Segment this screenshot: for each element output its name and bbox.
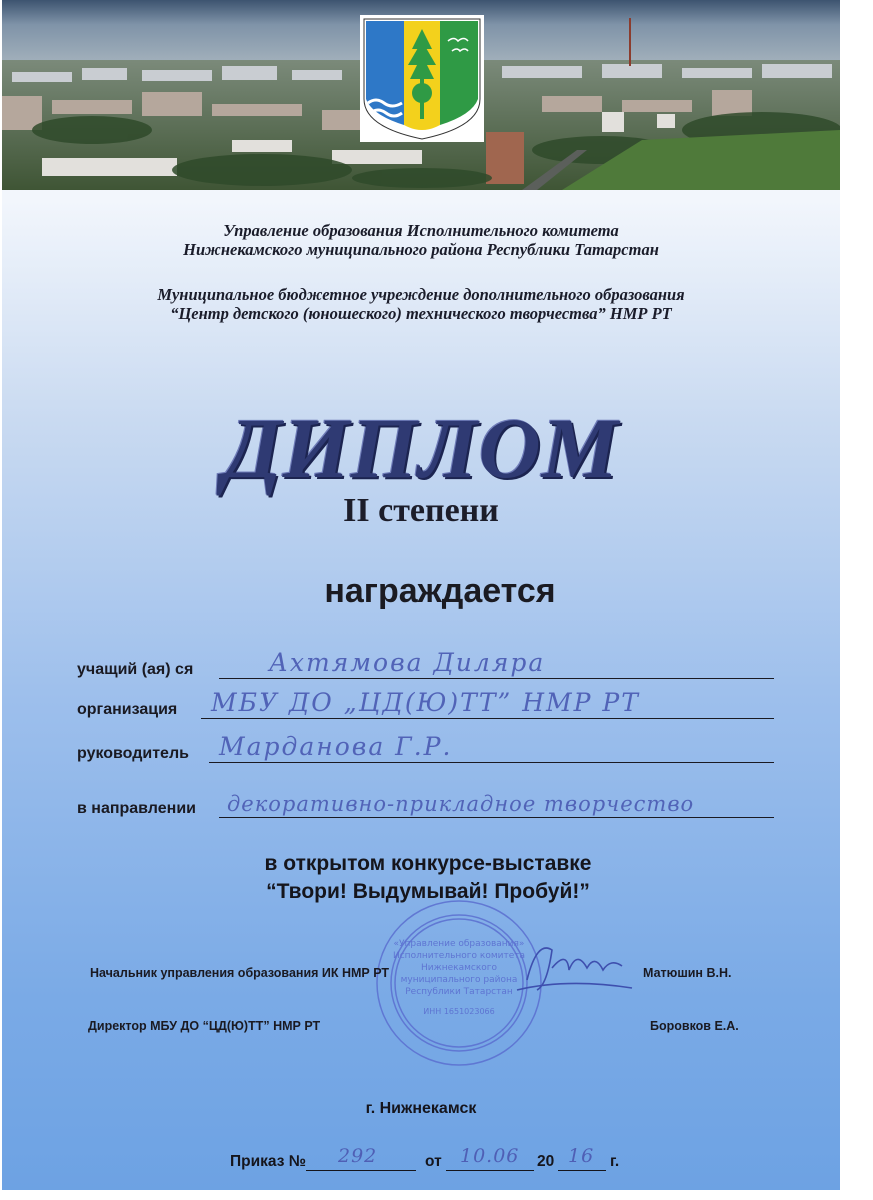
field-supervisor-underline (209, 762, 774, 763)
order-year-suffix: 16 (568, 1145, 595, 1167)
signatory-2-name: Боровков Е.А. (650, 1019, 739, 1033)
stamp-inn: ИНН 1651023066 (423, 1007, 495, 1016)
order-date-label: от (425, 1153, 442, 1170)
stamp-line-1: «Управление образования» (393, 939, 525, 949)
field-direction-label: в направлении (77, 800, 196, 817)
institution-line-2: “Центр детского (юношеского) технического творчества” НМР РТ (170, 304, 672, 323)
order-year-underline (558, 1170, 606, 1171)
stamp-line-5: Республики Татарстан (405, 987, 513, 997)
order-year-unit: г. (610, 1153, 620, 1170)
signatory-1-name: Матюшин В.Н. (643, 966, 732, 980)
order-date: 10.06 (460, 1145, 520, 1167)
contest-line-1: в открытом конкурсе-выставке (264, 852, 592, 875)
order-label: Приказ № (230, 1153, 306, 1170)
field-organization-value: МБУ ДО „ЦД(Ю)ТТ” НМР РТ (211, 688, 640, 717)
order-number: 292 (338, 1145, 378, 1167)
coat-of-arms-emblem (360, 15, 484, 142)
signatory-2-position: Директор МБУ ДО “ЦД(Ю)ТТ” НМР РТ (88, 1019, 321, 1033)
field-supervisor-label: руководитель (77, 745, 189, 762)
order-number-underline (306, 1170, 416, 1171)
city-name: г. Нижнекамск (365, 1100, 477, 1117)
diploma-title: ДИПЛОМ (222, 400, 620, 496)
field-organization (77, 688, 774, 723)
scan-margin (840, 0, 873, 1200)
stamp-line-3: Нижнекамского (420, 963, 498, 973)
diploma-sheet (2, 0, 840, 1190)
field-student (77, 648, 774, 683)
field-direction-value: декоративно-прикладное творчество (227, 792, 695, 816)
stamp-line-4: муниципального района (400, 975, 518, 985)
org-name-line-1: Управление образования Исполнительного комитета (223, 221, 619, 240)
contest-name: “Твори! Выдумывай! Пробуй!” (266, 880, 590, 903)
field-supervisor-value: Марданова Г.Р. (219, 732, 453, 761)
org-name-line-2: Нижнекамского муниципального района Республики Татарстан (183, 240, 659, 259)
awarded-heading: награждается (324, 572, 556, 610)
field-organization-label: организация (77, 701, 178, 718)
field-student-label: учащий (ая) ся (77, 661, 194, 678)
field-direction (77, 792, 774, 822)
field-direction-underline (219, 817, 774, 818)
stamp-line-2: Исполнительного комитета (393, 951, 525, 961)
field-student-value: Ахтямова Диляра (269, 648, 546, 677)
institution-line-1: Муниципальное бюджетное учреждение дополнительного образования (157, 285, 685, 304)
order-date-underline (446, 1170, 534, 1171)
order-year-prefix: 20 (537, 1153, 555, 1170)
handwritten-signature (507, 930, 637, 1000)
signatory-1-position: Начальник управления образования ИК НМР РТ (90, 966, 390, 980)
field-organization-underline (201, 718, 774, 719)
field-student-underline (219, 678, 774, 679)
diploma-degree: II степени (343, 492, 499, 529)
field-supervisor (77, 732, 774, 767)
